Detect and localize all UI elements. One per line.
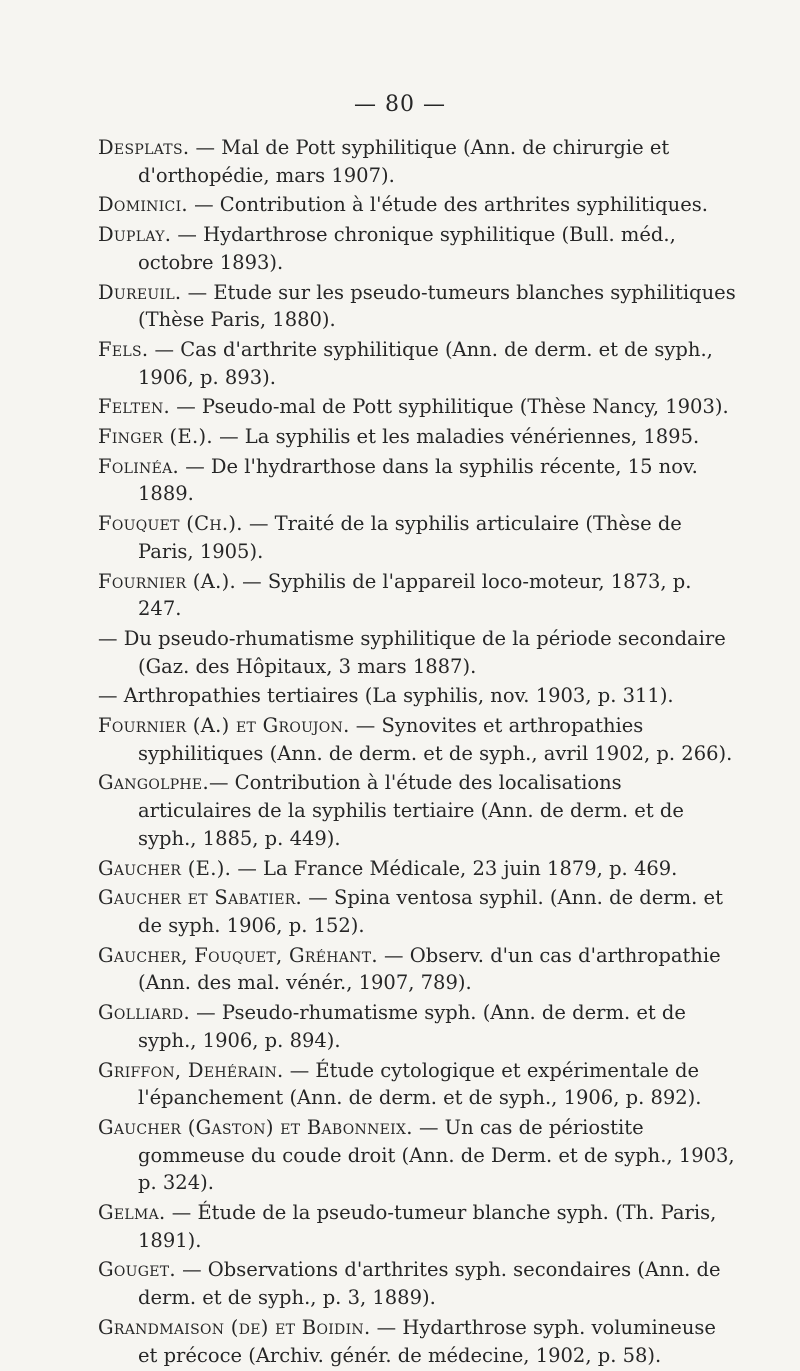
bibliography-entry: [98, 134, 738, 189]
entry-text: — Hydarthrose chronique syphilitique (Bull. méd., octobre 1893).: [138, 223, 676, 274]
entry-text: — La syphilis et les maladies vénériennes, 1895.: [212, 425, 700, 449]
bibliography-entry: [98, 453, 738, 508]
bibliography-entry: [98, 393, 738, 421]
entry-author: Fournier (A.) et Groujon.: [98, 714, 350, 738]
entry-author: Fels.: [98, 337, 149, 361]
bibliography-entry: [98, 712, 738, 767]
entry-author: Felten.: [98, 395, 171, 419]
entry-text: — Pseudo-rhumatisme syph. (Ann. de derm. et de syph., 1906, p. 894).: [138, 1001, 686, 1052]
entry-author: Desplats.: [98, 136, 190, 159]
bibliography-entry: [98, 884, 738, 939]
entry-author: Duplay.: [98, 223, 172, 247]
entry-text: — Étude cytologique et expérimentale de l'épanchement (Ann. de derm. et de syph., 1906, p. 892).: [138, 1058, 702, 1110]
bibliography-entry: [98, 336, 738, 391]
entry-text: — De l'hydrarthose dans la syphilis récente, 15 nov. 1889.: [138, 454, 698, 506]
entry-text: — Étude de la pseudo-tumeur blanche syph. (Th. Paris, 1891).: [138, 1201, 717, 1252]
entry-text: — Arthropathies tertiaires (La syphilis, nov. 1903, p. 311).: [98, 684, 674, 708]
entry-text: — Cas d'arthrite syphilitique (Ann. de derm. et de syph., 1906, p. 893).: [138, 337, 713, 389]
bibliography-entry: [98, 568, 738, 623]
bibliography-entry: [98, 191, 738, 219]
entry-author: Fournier (A.).: [98, 569, 236, 593]
entry-author: Gaucher et Sabatier.: [98, 886, 303, 910]
entry-text: — Traité de la syphilis articulaire (Thèse de Paris, 1905).: [138, 512, 682, 563]
bibliography-entry: [98, 1199, 738, 1254]
entry-text: — Mal de Pott syphilitique (Ann. de chirurgie et d'orthopédie, mars 1907).: [138, 136, 670, 187]
entry-text: — Hydarthrose syph. volumineuse et précoce (Archiv. génér. de médecine, 1902, p. 58).: [138, 1315, 716, 1367]
bibliography-entry: [98, 855, 738, 883]
entry-author: Gaucher, Fouquet, Gréhant.: [98, 943, 378, 967]
entry-text: — Pseudo-mal de Pott syphilitique (Thèse Nancy, 1903).: [170, 395, 729, 419]
entry-author: Gangolphe.: [98, 771, 209, 795]
bibliography-entry: [98, 769, 738, 852]
bibliography-entry: [98, 625, 738, 680]
entry-author: Gaucher (Gaston) et Babonneix.: [98, 1115, 413, 1139]
entry-text: — Observations d'arthrites syph. secondaires (Ann. de derm. et de syph., p. 3, 1889).: [138, 1258, 721, 1310]
entry-text: — Du pseudo-rhumatisme syphilitique de la période secondaire (Gaz. des Hôpitaux, 3 mars 1887).: [98, 626, 726, 678]
entry-text: — Etude sur les pseudo-tumeurs blanches syphilitiques (Thèse Paris, 1880).: [138, 280, 736, 332]
bibliography-entry: [98, 1256, 738, 1311]
bibliography-entry: [98, 682, 738, 710]
entry-author: Griffon, Dehérain.: [98, 1058, 284, 1082]
entry-text: — Syphilis de l'appareil loco-moteur, 1873, p. 247.: [138, 569, 692, 621]
entry-author: Grandmaison (de) et Boidin.: [98, 1315, 371, 1339]
entry-text: — Spina ventosa syphil. (Ann. de derm. et de syph. 1906, p. 152).: [138, 886, 723, 937]
entry-text: — Contribution à l'étude des localisations articulaires de la syphilis tertiaire (Ann. de derm. et de syph., 1885, p. 449).: [138, 771, 684, 850]
bibliography-entry: [98, 423, 738, 451]
entry-author: Golliard.: [98, 1001, 190, 1025]
bibliography-entry: [98, 942, 738, 997]
entry-text: — Synovites et arthropathies syphilitiques (Ann. de derm. et de syph., avril 1902, p. 266).: [138, 714, 733, 765]
entry-author: Folinéa.: [98, 454, 180, 478]
entry-author: Gouget.: [98, 1258, 176, 1282]
entry-author: Gaucher (E.).: [98, 856, 232, 880]
entry-author: Dureuil.: [98, 280, 182, 304]
entry-text: — Un cas de périostite gommeuse du coude droit (Ann. de Derm. et de syph., 1903, p. 324).: [138, 1115, 735, 1195]
entry-author: Fouquet (Ch.).: [98, 512, 243, 536]
bibliography-list: [98, 134, 738, 1371]
bibliography-entry: [98, 999, 738, 1054]
entry-text: — Contribution à l'étude des arthrites syphilitiques.: [187, 193, 708, 217]
bibliography-entry: [98, 221, 738, 276]
bibliography-entry: [98, 1314, 738, 1369]
bibliography-entry: [98, 279, 738, 334]
bibliography-entry: [98, 510, 738, 565]
entry-author: Dominici.: [98, 193, 188, 217]
bibliography-entry: [98, 1057, 738, 1112]
page-number: — 80 —: [354, 92, 446, 117]
entry-text: — La France Médicale, 23 juin 1879, p. 469.: [231, 856, 678, 880]
entry-text: — Observ. d'un cas d'arthropathie (Ann. des mal. vénér., 1907, 789).: [138, 943, 721, 995]
entry-author: Gelma.: [98, 1201, 166, 1225]
entry-author: Finger (E.).: [98, 425, 213, 449]
bibliography-entry: [98, 1114, 738, 1197]
